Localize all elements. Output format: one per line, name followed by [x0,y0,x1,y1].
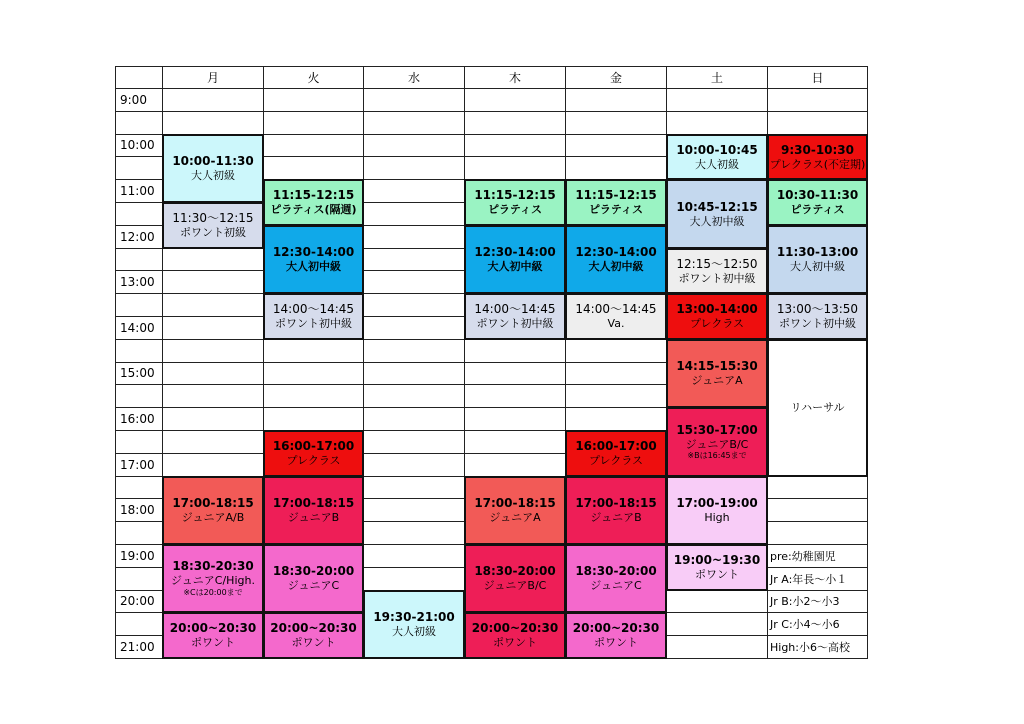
grid-cell [363,567,465,591]
grid-cell [363,407,465,431]
time-cell [115,293,163,317]
class-name: ポワント初級 [180,225,246,239]
class-block[interactable] [767,179,868,226]
time-cell: 9:00 [115,88,163,112]
class-name: プレクラス [689,317,744,331]
class-block[interactable] [565,476,667,545]
grid-cell [464,111,566,135]
day-header: 日 [767,66,868,89]
grid-cell [363,316,465,340]
class-name: ポワント初中級 [678,271,756,285]
class-name: リハーサル [790,400,845,414]
grid-cell [666,88,768,112]
class-block[interactable] [666,248,768,295]
time-cell [115,612,163,636]
grid-cell [363,134,465,158]
grid-cell [363,202,465,226]
grid-cell [363,521,465,545]
day-header: 火 [263,66,364,89]
class-block[interactable] [263,225,364,294]
class-time: 16:00-17:00 [575,438,657,453]
class-time: 12:30-14:00 [474,245,556,260]
grid-cell [767,111,868,135]
grid-cell [363,453,465,477]
class-time: 18:30-20:00 [272,564,355,579]
grid-cell [565,88,667,112]
grid-cell [565,156,667,180]
class-block[interactable] [263,544,364,613]
class-name: ポワント [191,636,235,650]
grid-cell [162,384,264,408]
grid-cell [363,248,465,272]
grid-cell [767,476,868,500]
legend-item: pre:幼稚園児 [770,549,836,563]
class-time: 11:15-12:15 [575,188,657,203]
class-name: 大人初中級 [689,214,745,228]
class-name: 大人初級 [191,168,235,182]
grid-cell [263,384,364,408]
class-time: 10:30-11:30 [776,188,859,203]
time-cell [115,248,163,272]
class-name: 大人初中級 [790,260,845,274]
class-name: ピラティス(隔週) [270,203,357,217]
grid-cell [263,134,364,158]
class-block[interactable] [162,202,264,249]
class-name: 大人初級 [695,157,739,171]
class-name: Va. [607,317,625,331]
class-name: 大人初中級 [286,260,341,274]
class-time: 14:00～14:45 [474,302,556,317]
time-cell: 13:00 [115,270,163,294]
grid-cell [363,430,465,454]
time-cell: 19:00 [115,544,163,568]
class-block[interactable] [666,293,768,340]
class-time: 10:45-12:15 [676,199,758,214]
time-cell: 11:00 [115,179,163,203]
grid-cell [464,339,566,363]
class-name: ジュニアB [287,510,340,524]
grid-cell [767,498,868,522]
class-name: ピラティス [487,203,543,217]
grid-cell [162,339,264,363]
class-name: ピラティス [790,203,845,217]
grid-cell [565,384,667,408]
class-name: ポワント初中級 [275,317,352,331]
class-name: ポワント [291,636,336,650]
class-time: 18:30-20:00 [474,564,556,579]
class-time: 17:00-18:15 [474,495,556,510]
day-header: 金 [565,66,667,89]
class-block[interactable] [565,179,667,226]
grid-cell [363,179,465,203]
class-block[interactable] [162,476,264,545]
grid-cell [363,476,465,500]
class-time: 17:00-18:15 [575,495,657,510]
class-time: 17:00-19:00 [676,495,758,510]
class-time: 13:00-14:00 [676,302,758,317]
class-name: ジュニアA/B [181,510,245,524]
class-name: ポワント [594,636,638,650]
class-block[interactable] [666,476,768,545]
class-time: 12:15～12:50 [676,256,758,271]
time-cell: 10:00 [115,134,163,158]
time-cell: 17:00 [115,453,163,477]
legend-item: Jr A:年長～小１ [770,572,848,586]
class-note: ※Bは16:45まで [687,451,747,461]
class-time: 11:15-12:15 [272,188,355,203]
grid-cell [363,498,465,522]
day-header: 月 [162,66,264,89]
class-time: 16:00-17:00 [272,438,355,453]
grid-cell [565,339,667,363]
grid-cell [767,521,868,545]
time-cell [115,202,163,226]
class-block[interactable] [767,293,868,340]
class-time: 20:00~20:30 [572,621,660,636]
class-name: ポワント [695,567,739,581]
time-cell [115,111,163,135]
time-cell: 21:00 [115,635,163,659]
time-cell [115,384,163,408]
class-time: 19:00~19:30 [673,552,761,567]
grid-cell [263,88,364,112]
class-name: ジュニアC/High. [171,574,255,588]
class-name: ピラティス [588,203,644,217]
grid-cell [666,635,768,659]
grid-cell [263,407,364,431]
grid-cell [565,111,667,135]
grid-cell [162,316,264,340]
grid-cell [363,156,465,180]
class-time: 11:30-13:00 [776,245,859,260]
grid-cell [263,156,364,180]
grid-cell [363,293,465,317]
class-block[interactable] [666,544,768,591]
corner-cell [115,66,163,89]
grid-cell [565,134,667,158]
class-time: 9:30-10:30 [780,142,855,157]
class-name: 大人初中級 [487,260,543,274]
time-cell [115,430,163,454]
time-cell [115,521,163,545]
grid-cell [464,430,566,454]
grid-cell [363,339,465,363]
class-time: 12:30-14:00 [272,245,355,260]
grid-cell [666,612,768,636]
class-block[interactable] [767,339,868,477]
time-cell [115,156,163,180]
grid-cell [162,111,264,135]
class-name: ジュニアA [691,374,743,388]
class-name: ジュニアB/C [685,437,749,451]
class-name: 大人初中級 [588,260,644,274]
grid-cell [464,453,566,477]
class-name: ジュニアC [590,579,642,593]
grid-cell [162,270,264,294]
class-block[interactable] [666,179,768,248]
class-time: 14:00～14:45 [272,302,355,317]
grid-cell [666,111,768,135]
class-time: 18:30-20:30 [172,559,254,574]
class-block[interactable] [162,612,264,659]
grid-cell [363,225,465,249]
class-name: ジュニアC [287,579,340,593]
grid-cell [464,88,566,112]
grid-cell [464,407,566,431]
grid-cell [565,362,667,386]
grid-cell [363,362,465,386]
class-block[interactable] [565,225,667,294]
class-block[interactable] [464,225,566,294]
class-name: ポワント初中級 [476,317,554,331]
class-time: 11:30～12:15 [172,210,254,225]
class-block[interactable] [565,430,667,477]
class-block[interactable] [767,134,868,181]
grid-cell [162,362,264,386]
class-block[interactable] [162,544,264,613]
grid-cell [464,156,566,180]
class-name: プレクラス(不定期) [769,157,866,171]
class-block[interactable] [565,293,667,340]
grid-cell [666,590,768,614]
class-block[interactable] [162,134,264,203]
class-block[interactable] [767,225,868,294]
time-cell [115,567,163,591]
class-block[interactable] [464,544,566,613]
class-block[interactable] [263,612,364,659]
grid-cell [162,293,264,317]
class-name: High [704,510,730,524]
time-cell: 12:00 [115,225,163,249]
class-block[interactable] [263,476,364,545]
class-time: 20:00~20:30 [471,621,559,636]
class-time: 11:15-12:15 [474,188,556,203]
class-block[interactable] [263,293,364,340]
schedule-table [115,66,867,654]
grid-cell [162,430,264,454]
class-block[interactable] [464,179,566,226]
class-time: 10:00-10:45 [676,142,758,157]
class-block[interactable] [565,544,667,613]
grid-cell [162,88,264,112]
class-block[interactable] [464,293,566,340]
class-block[interactable] [363,590,465,659]
class-block[interactable] [464,612,566,659]
time-cell [115,476,163,500]
legend-item: Jr B:小2～小3 [770,595,840,609]
class-name: ジュニアB [590,510,642,524]
class-time: 13:00～13:50 [776,302,859,317]
legend-item: High:小6～高校 [770,641,850,655]
time-cell [115,339,163,363]
grid-cell [263,111,364,135]
grid-cell [363,270,465,294]
grid-cell [263,339,364,363]
class-note: ※Cは20:00まで [183,588,243,598]
grid-cell [565,407,667,431]
class-name: プレクラス [588,453,643,467]
class-time: 10:00-11:30 [172,153,254,168]
class-block[interactable] [565,612,667,659]
grid-cell [363,544,465,568]
class-time: 14:00～14:45 [575,302,657,317]
time-cell: 20:00 [115,590,163,614]
class-name: ジュニアA [489,510,541,524]
class-time: 17:00-18:15 [172,495,254,510]
class-time: 18:30-20:00 [575,564,657,579]
grid-cell [162,248,264,272]
day-header: 土 [666,66,768,89]
class-block[interactable] [666,134,768,181]
class-block[interactable] [666,407,768,476]
class-block[interactable] [263,179,364,226]
grid-cell [363,88,465,112]
class-time: 20:00~20:30 [169,621,257,636]
time-cell: 14:00 [115,316,163,340]
time-cell: 15:00 [115,362,163,386]
grid-cell [363,384,465,408]
grid-cell [767,88,868,112]
class-time: 14:15-15:30 [676,359,758,374]
grid-cell [464,362,566,386]
class-time: 17:00-18:15 [272,495,355,510]
class-name: プレクラス [286,453,341,467]
class-time: 12:30-14:00 [575,245,657,260]
class-name: ポワント初中級 [779,317,856,331]
grid-cell [162,407,264,431]
grid-cell [464,134,566,158]
class-time: 20:00~20:30 [270,621,357,636]
legend-item: Jr C:小4～小6 [770,618,840,632]
grid-cell [363,111,465,135]
class-block[interactable] [464,476,566,545]
grid-cell [464,384,566,408]
grid-cell [263,362,364,386]
grid-cell [162,453,264,477]
day-header: 水 [363,66,465,89]
class-name: ジュニアB/C [483,579,547,593]
class-name: ポワント [493,636,537,650]
day-header: 木 [464,66,566,89]
class-time: 15:30-17:00 [676,422,758,437]
class-block[interactable] [263,430,364,477]
time-cell: 16:00 [115,407,163,431]
class-block[interactable] [666,339,768,408]
class-name: 大人初級 [392,624,436,638]
class-time: 19:30-21:00 [373,609,455,624]
time-cell: 18:00 [115,498,163,522]
